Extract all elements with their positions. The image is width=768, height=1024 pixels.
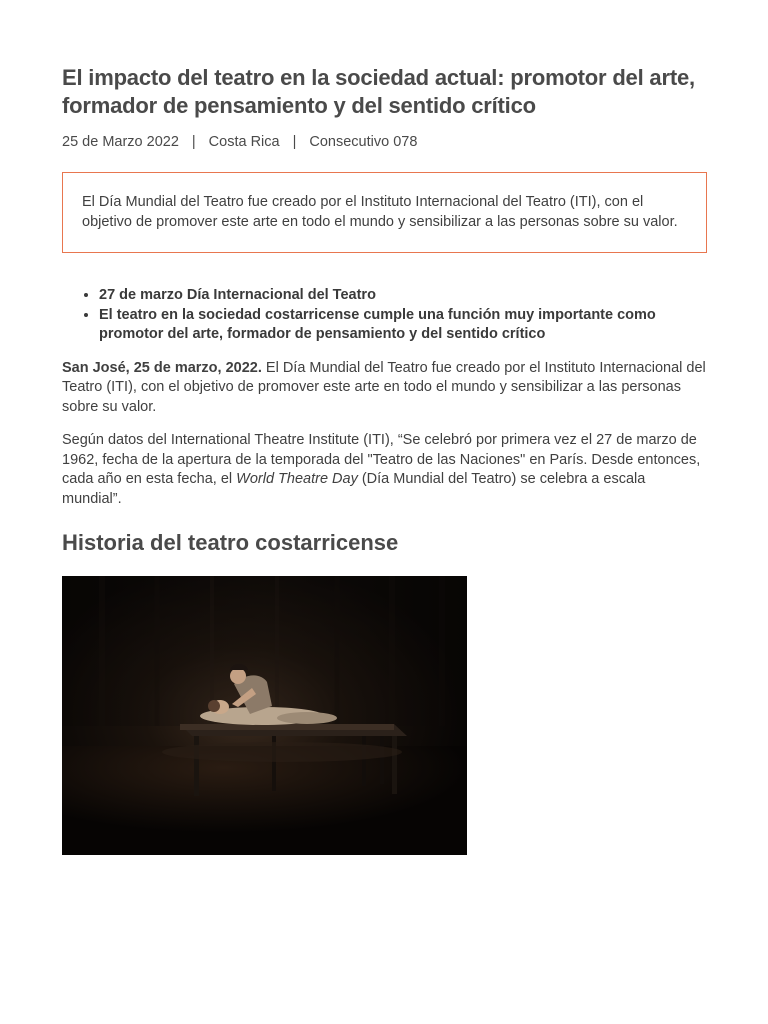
dateline: San José, 25 de marzo, 2022. — [62, 359, 262, 376]
paragraph-iti — [62, 431, 707, 509]
meta-date: 25 de Marzo 2022 — [62, 134, 179, 150]
meta-location: Costa Rica — [208, 134, 280, 150]
meta-separator: | — [292, 134, 297, 150]
paragraph-iti-before: Según datos del International Theatre Institute (ITI), “Se celebró por primera vez el 27 de marzo de 1962, fecha de la apertura de la temporada del "Teatro de las Naciones" en París. Desde entonces, cada año en esta fecha, el — [62, 432, 701, 487]
article-meta — [62, 133, 707, 151]
highlight-item: • El teatro en la sociedad costarricense cumple una función muy importante como promotor del arte, formador de pensamiento y del sentido crítico — [99, 306, 707, 345]
theatre-scene-image — [62, 576, 467, 855]
highlights-list — [62, 286, 707, 345]
article — [62, 0, 707, 855]
paragraph-iti-emphasis: World Theatre Day — [236, 471, 358, 487]
theatre-photo — [62, 576, 467, 855]
paragraph-iti-after: (Día Mundial del Teatro) se celebra a escala mundial”. — [62, 471, 646, 507]
summary-text: El Día Mundial del Teatro fue creado por el Instituto Internacional del Teatro (ITI), con el objetivo de promover este arte en todo el mundo y sensibilizar a las personas sobre su valor. — [82, 194, 678, 230]
article-title: El impacto del teatro en la sociedad actual: promotor del arte, formador de pensamiento y del sentido crítico — [62, 65, 695, 118]
summary-box — [62, 172, 707, 253]
highlight-item: • 27 de marzo Día Internacional del Teatro — [99, 286, 707, 306]
meta-separator: | — [191, 134, 196, 150]
paragraph-intro — [62, 359, 707, 418]
paragraph-intro-text: El Día Mundial del Teatro fue creado por el Instituto Internacional del Teatro (ITI), con el objetivo de promover este arte en todo el mundo y sensibilizar a las personas sobre su valor. — [62, 359, 706, 415]
section-heading: Historia del teatro costarricense — [62, 530, 399, 555]
meta-consecutive: Consecutivo 078 — [309, 134, 418, 150]
